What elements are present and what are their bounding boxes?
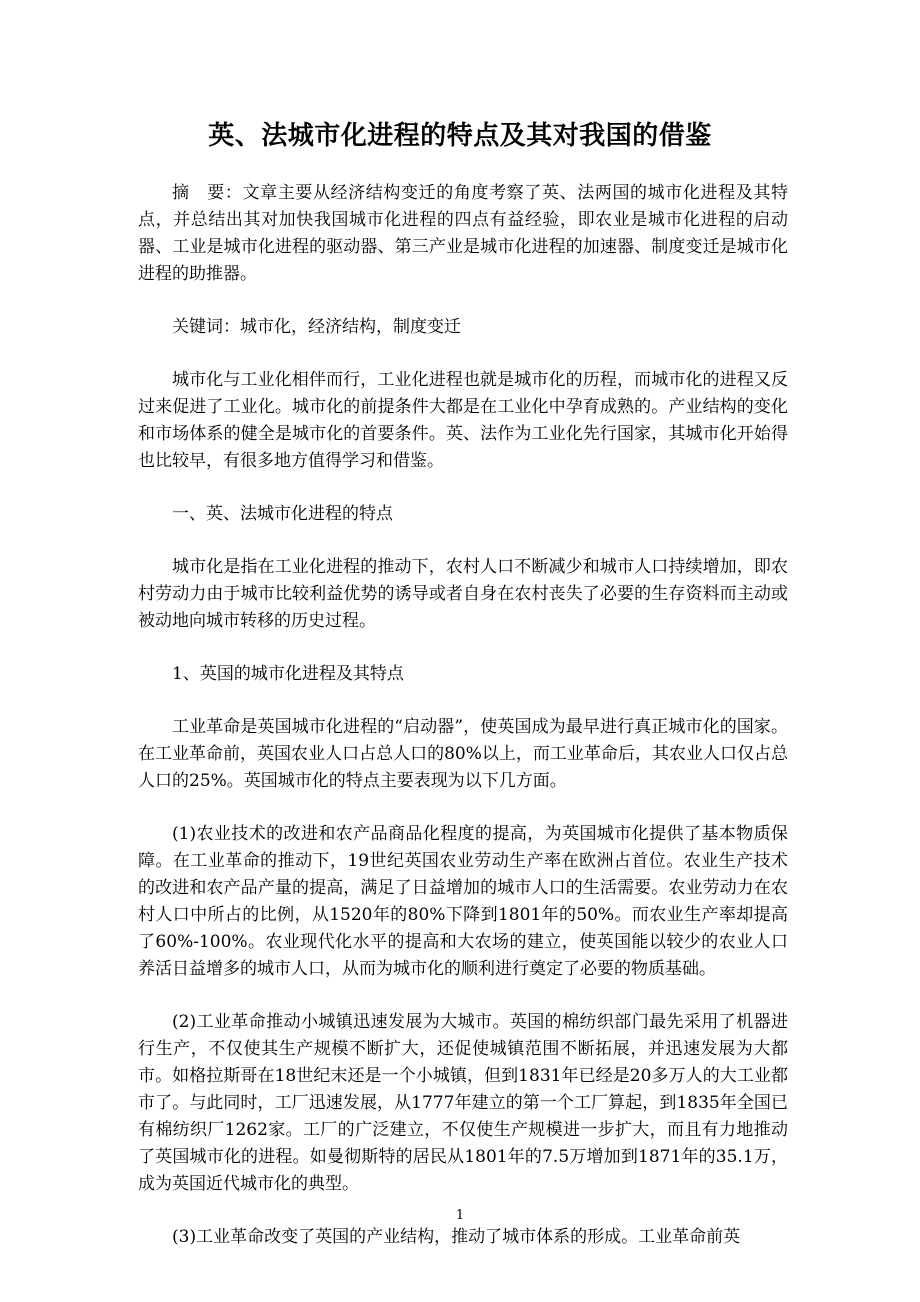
section-heading: 一、英、法城市化进程的特点 <box>172 504 393 524</box>
subsection-heading: 1、英国的城市化进程及其特点 <box>172 664 404 684</box>
body-paragraph: (1)农业技术的改进和农产品商品化程度的提高，为英国城市化提供了基本物质保障。在工业革命的推动下，19世纪英国农业劳动生产率在欧洲占首位。农业生产技术的改进和农产品产量的提高，满足了日益增加的城市人口的生活需要。农业劳动力在农村人口中所占的比例，从1520年的80%下降到1801年的50%。而农业生产率却提高了60%-100%。农业现代化水平的提高和大农场的建立，使英国能以较少的农业人口养活日益增多的城市人口，从而为城市化的顺利进行奠定了必要的物质基础。 <box>138 824 788 979</box>
body-paragraph: 工业革命是英国城市化进程的“启动器”，使英国成为最早进行真正城市化的国家。在工业革命前，英国农业人口占总人口的80%以上，而工业革命后，其农业人口仅占总人口的25%。英国城市化的特点主要表现为以下几方面。 <box>138 717 788 791</box>
document-body <box>138 180 788 1277</box>
body-paragraph: (3)工业革命改变了英国的产业结构，推动了城市体系的形成。工业革命前英 <box>172 1227 741 1247</box>
intro-paragraph: 城市化与工业化相伴而行，工业化进程也就是城市化的历程，而城市化的进程又反过来促进了工业化。城市化的前提条件大都是在工业化中孕育成熟的。产业结构的变化和市场体系的健全是城市化的首要条件。英、法作为工业化先行国家，其城市化开始得也比较早，有很多地方值得学习和借鉴。 <box>138 370 788 471</box>
body-paragraph: 城市化是指在工业化进程的推动下，农村人口不断减少和城市人口持续增加，即农村劳动力由于城市比较利益优势的诱导或者自身在农村丧失了必要的生存资料而主动或被动地向城市转移的历史过程。 <box>138 557 788 631</box>
page-number: 1 <box>455 1208 465 1223</box>
document-title: 英、法城市化进程的特点及其对我国的借鉴 <box>208 121 712 151</box>
body-paragraph: (2)工业革命推动小城镇迅速发展为大城市。英国的棉纺织部门最先采用了机器进行生产，不仅使其生产规模不断扩大，还促使城镇范围不断拓展，并迅速发展为大都市。如格拉斯哥在18世纪末还是一个小城镇，但到1831年已经是20多万人的大工业都市了。与此同时，工厂迅速发展，从1777年建立的第一个工厂算起，到1835年全国已有棉纺织厂1262家。工厂的广泛建立，不仅使生产规模进一步扩大，而且有力地推动了英国城市化的进程。如曼彻斯特的居民从1801年的7.5万增加到1871年的35.1万，成为英国近代城市化的典型。 <box>138 1012 788 1194</box>
abstract-paragraph: 摘 要：文章主要从经济结构变迁的角度考察了英、法两国的城市化进程及其特点，并总结出其对加快我国城市化进程的四点有益经验，即农业是城市化进程的启动器、工业是城市化进程的驱动器、第三产业是城市化进程的加速器、制度变迁是城市化进程的助推器。 <box>138 183 788 284</box>
keywords-paragraph: 关键词：城市化，经济结构，制度变迁 <box>172 317 461 337</box>
